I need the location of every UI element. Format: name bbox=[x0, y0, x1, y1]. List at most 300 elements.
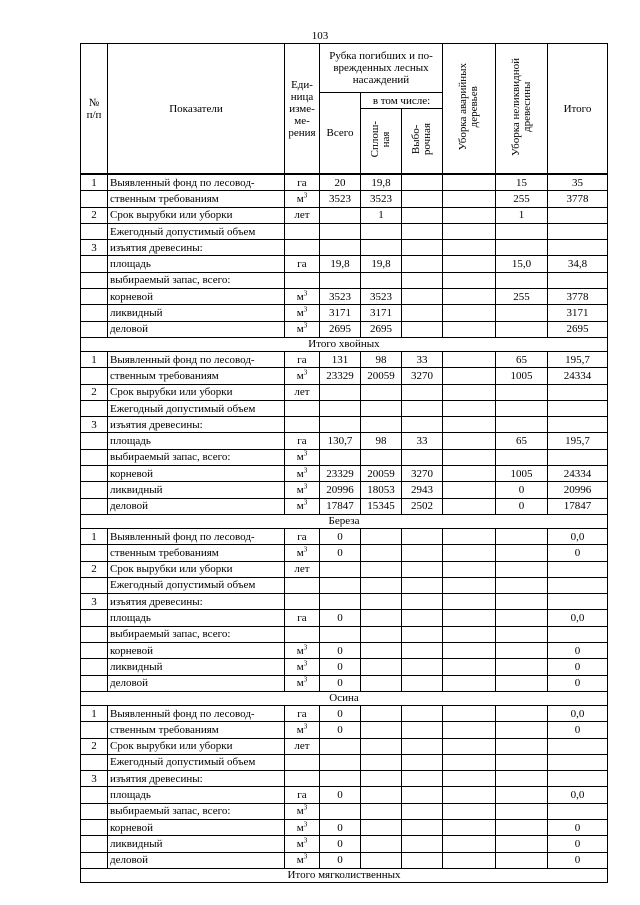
cell-solid: 1 bbox=[361, 207, 402, 223]
row-label: Ежегодный допустимый объем bbox=[108, 577, 285, 593]
row-number bbox=[81, 787, 108, 803]
row-unit bbox=[285, 528, 320, 544]
unit-text: м bbox=[296, 837, 304, 850]
row-number bbox=[81, 610, 108, 626]
row-unit bbox=[285, 256, 320, 272]
table-row bbox=[81, 400, 608, 416]
cell-total: 131 bbox=[320, 351, 361, 367]
row-unit bbox=[285, 289, 320, 305]
cell-illiquid bbox=[496, 643, 548, 659]
col-unit-header: Еди- ница изме- ме- рения bbox=[285, 44, 320, 174]
cell-itogo: 3171 bbox=[548, 305, 608, 321]
unit-superscript: 3 bbox=[303, 305, 308, 314]
cell-selective bbox=[402, 803, 443, 819]
row-number: 2 bbox=[81, 384, 108, 400]
unit-text: м bbox=[296, 483, 304, 496]
row-label: ственным требованиям bbox=[108, 191, 285, 207]
cell-solid bbox=[361, 545, 402, 561]
cell-total: 20996 bbox=[320, 482, 361, 498]
cell-selective bbox=[402, 771, 443, 787]
cell-emergency bbox=[443, 852, 496, 868]
unit-superscript: 3 bbox=[303, 852, 308, 861]
row-label: ственным требованиям bbox=[108, 368, 285, 384]
row-unit bbox=[285, 545, 320, 561]
cell-solid: 2695 bbox=[361, 321, 402, 337]
cell-itogo: 3778 bbox=[548, 191, 608, 207]
table-row bbox=[81, 852, 608, 868]
cell-emergency bbox=[443, 545, 496, 561]
cell-selective bbox=[402, 577, 443, 593]
cell-illiquid bbox=[496, 577, 548, 593]
unit-text: м bbox=[296, 307, 304, 320]
cell-solid: 3171 bbox=[361, 305, 402, 321]
cell-solid: 20059 bbox=[361, 466, 402, 482]
cell-total bbox=[320, 384, 361, 400]
unit-text: м bbox=[296, 644, 304, 657]
row-label: Срок вырубки или уборки bbox=[108, 207, 285, 223]
cell-solid bbox=[361, 836, 402, 852]
cell-solid bbox=[361, 561, 402, 577]
cell-total: 0 bbox=[320, 643, 361, 659]
cell-total bbox=[320, 738, 361, 754]
cell-selective bbox=[402, 289, 443, 305]
table-row bbox=[81, 836, 608, 852]
cell-selective bbox=[402, 256, 443, 272]
cell-total: 2695 bbox=[320, 321, 361, 337]
cell-total: 20 bbox=[320, 175, 361, 191]
cell-itogo: 0 bbox=[548, 852, 608, 868]
row-label: корневой bbox=[108, 643, 285, 659]
section-title: Осина bbox=[81, 691, 608, 705]
row-number bbox=[81, 754, 108, 770]
row-label: деловой bbox=[108, 852, 285, 868]
cell-selective: 33 bbox=[402, 351, 443, 367]
table-row bbox=[81, 528, 608, 544]
cell-total bbox=[320, 207, 361, 223]
cell-selective bbox=[402, 675, 443, 691]
row-unit bbox=[285, 771, 320, 787]
cell-solid: 3523 bbox=[361, 191, 402, 207]
unit-superscript: 3 bbox=[303, 675, 308, 684]
row-unit bbox=[285, 482, 320, 498]
cell-itogo bbox=[548, 449, 608, 465]
cell-itogo bbox=[548, 803, 608, 819]
row-label: ликвидный bbox=[108, 836, 285, 852]
cell-itogo bbox=[548, 272, 608, 288]
cell-illiquid bbox=[496, 272, 548, 288]
cell-solid: 98 bbox=[361, 433, 402, 449]
cell-itogo: 0 bbox=[548, 836, 608, 852]
unit-superscript: 3 bbox=[303, 466, 308, 475]
unit-text: га bbox=[297, 530, 307, 543]
cell-itogo: 0 bbox=[548, 643, 608, 659]
cell-illiquid bbox=[496, 240, 548, 256]
unit-text: м bbox=[296, 546, 304, 559]
row-number bbox=[81, 272, 108, 288]
cell-emergency bbox=[443, 498, 496, 514]
cell-itogo: 2695 bbox=[548, 321, 608, 337]
cell-total bbox=[320, 577, 361, 593]
cell-illiquid: 15 bbox=[496, 175, 548, 191]
unit-text: м bbox=[296, 451, 304, 464]
col-itogo-header: Итого bbox=[548, 44, 608, 174]
cell-illiquid bbox=[496, 305, 548, 321]
row-label: корневой bbox=[108, 819, 285, 835]
row-number bbox=[81, 368, 108, 384]
row-number bbox=[81, 256, 108, 272]
cell-emergency bbox=[443, 207, 496, 223]
unit-superscript: 3 bbox=[303, 836, 308, 845]
unit-text: лет bbox=[294, 740, 310, 753]
row-number bbox=[81, 449, 108, 465]
table-row bbox=[81, 771, 608, 787]
cell-emergency bbox=[443, 528, 496, 544]
cell-emergency bbox=[443, 321, 496, 337]
row-number: 2 bbox=[81, 207, 108, 223]
cell-illiquid bbox=[496, 659, 548, 675]
unit-text: лет bbox=[294, 563, 310, 576]
cell-itogo bbox=[548, 577, 608, 593]
cell-total bbox=[320, 223, 361, 239]
cell-illiquid: 0 bbox=[496, 482, 548, 498]
cell-illiquid: 1005 bbox=[496, 368, 548, 384]
table-row bbox=[81, 545, 608, 561]
cell-solid bbox=[361, 400, 402, 416]
row-number: 3 bbox=[81, 594, 108, 610]
cell-selective: 2943 bbox=[402, 482, 443, 498]
cell-solid bbox=[361, 787, 402, 803]
cell-illiquid bbox=[496, 675, 548, 691]
row-unit bbox=[285, 321, 320, 337]
group-header: Рубка погибших и по- врежденных лесных насаждений bbox=[320, 44, 443, 93]
cell-total: 0 bbox=[320, 610, 361, 626]
cell-selective bbox=[402, 610, 443, 626]
page-number: 103 bbox=[311, 30, 329, 42]
unit-text: м bbox=[296, 723, 304, 736]
cell-emergency bbox=[443, 384, 496, 400]
unit-text: га bbox=[297, 789, 307, 802]
cell-itogo: 0 bbox=[548, 659, 608, 675]
unit-text: га bbox=[297, 707, 307, 720]
cell-emergency bbox=[443, 659, 496, 675]
including-header: в том числе: bbox=[361, 93, 443, 109]
cell-total bbox=[320, 594, 361, 610]
footer-title: Итого мягколиственных bbox=[81, 868, 608, 882]
col-illiquid-label: Уборка неликвидной древесины bbox=[509, 58, 533, 156]
cell-solid bbox=[361, 610, 402, 626]
row-number: 3 bbox=[81, 771, 108, 787]
cell-illiquid bbox=[496, 610, 548, 626]
row-unit bbox=[285, 384, 320, 400]
row-unit bbox=[285, 417, 320, 433]
row-label: ликвидный bbox=[108, 482, 285, 498]
cell-emergency bbox=[443, 626, 496, 642]
section-title: Береза bbox=[81, 514, 608, 528]
row-label: изъятия древесины: bbox=[108, 240, 285, 256]
col-selective-header bbox=[402, 109, 443, 174]
unit-superscript: 3 bbox=[303, 321, 308, 330]
cell-selective bbox=[402, 528, 443, 544]
cell-solid bbox=[361, 675, 402, 691]
cell-itogo: 17847 bbox=[548, 498, 608, 514]
row-unit bbox=[285, 433, 320, 449]
cell-total: 23329 bbox=[320, 466, 361, 482]
cell-total: 0 bbox=[320, 819, 361, 835]
row-unit bbox=[285, 191, 320, 207]
cell-solid bbox=[361, 722, 402, 738]
row-label: Выявленный фонд по лесовод- bbox=[108, 351, 285, 367]
unit-superscript: 3 bbox=[303, 722, 308, 731]
table-row bbox=[81, 722, 608, 738]
unit-superscript: 3 bbox=[303, 368, 308, 377]
table-row bbox=[81, 305, 608, 321]
row-label: ственным требованиям bbox=[108, 545, 285, 561]
cell-total: 3171 bbox=[320, 305, 361, 321]
cell-itogo: 0,0 bbox=[548, 528, 608, 544]
unit-text: лет bbox=[294, 386, 310, 399]
table-body bbox=[81, 175, 608, 883]
cell-selective bbox=[402, 191, 443, 207]
table-row bbox=[81, 175, 608, 191]
row-number: 3 bbox=[81, 417, 108, 433]
cell-emergency bbox=[443, 482, 496, 498]
table-row bbox=[81, 675, 608, 691]
row-number bbox=[81, 545, 108, 561]
cell-selective bbox=[402, 417, 443, 433]
unit-text: м bbox=[296, 467, 304, 480]
cell-itogo bbox=[548, 400, 608, 416]
cell-emergency bbox=[443, 449, 496, 465]
cell-total: 0 bbox=[320, 787, 361, 803]
cell-selective bbox=[402, 449, 443, 465]
table-row bbox=[81, 289, 608, 305]
cell-illiquid bbox=[496, 384, 548, 400]
unit-superscript: 3 bbox=[303, 643, 308, 651]
cell-selective bbox=[402, 819, 443, 835]
row-unit bbox=[285, 175, 320, 191]
row-number bbox=[81, 803, 108, 819]
cell-itogo bbox=[548, 738, 608, 754]
row-label: Выявленный фонд по лесовод- bbox=[108, 175, 285, 191]
row-number bbox=[81, 482, 108, 498]
table-row bbox=[81, 368, 608, 384]
table-row bbox=[81, 321, 608, 337]
unit-text: м bbox=[296, 677, 304, 690]
col-illiquid-header bbox=[496, 44, 548, 174]
cell-illiquid bbox=[496, 836, 548, 852]
cell-itogo bbox=[548, 771, 608, 787]
row-unit bbox=[285, 852, 320, 868]
unit-text: га bbox=[297, 176, 307, 189]
cell-solid: 18053 bbox=[361, 482, 402, 498]
unit-text: м bbox=[296, 323, 304, 336]
cell-solid bbox=[361, 659, 402, 675]
col-solid-header bbox=[361, 109, 402, 174]
cell-solid bbox=[361, 626, 402, 642]
unit-text: м bbox=[296, 805, 304, 818]
row-number bbox=[81, 675, 108, 691]
cell-selective bbox=[402, 272, 443, 288]
col-indicators-header: Показатели bbox=[108, 44, 285, 174]
row-label: площадь bbox=[108, 787, 285, 803]
table-header bbox=[81, 44, 608, 175]
cell-solid bbox=[361, 643, 402, 659]
row-unit bbox=[285, 223, 320, 239]
row-number bbox=[81, 223, 108, 239]
row-unit bbox=[285, 643, 320, 659]
cell-selective: 3270 bbox=[402, 466, 443, 482]
cell-illiquid: 255 bbox=[496, 289, 548, 305]
row-label: деловой bbox=[108, 498, 285, 514]
table-row bbox=[81, 449, 608, 465]
row-number bbox=[81, 498, 108, 514]
cell-solid bbox=[361, 705, 402, 721]
row-label: изъятия древесины: bbox=[108, 771, 285, 787]
unit-text: м bbox=[296, 854, 304, 867]
cell-illiquid bbox=[496, 528, 548, 544]
cell-total bbox=[320, 417, 361, 433]
cell-solid bbox=[361, 738, 402, 754]
cell-emergency bbox=[443, 577, 496, 593]
cell-illiquid bbox=[496, 754, 548, 770]
cell-itogo bbox=[548, 207, 608, 223]
row-label: выбираемый запас, всего: bbox=[108, 449, 285, 465]
row-label: выбираемый запас, всего: bbox=[108, 272, 285, 288]
cell-itogo bbox=[548, 594, 608, 610]
row-label: площадь bbox=[108, 433, 285, 449]
cell-solid bbox=[361, 384, 402, 400]
row-label: выбираемый запас, всего: bbox=[108, 626, 285, 642]
footer-title-row bbox=[81, 868, 608, 882]
cell-emergency bbox=[443, 787, 496, 803]
cell-selective bbox=[402, 321, 443, 337]
row-label: корневой bbox=[108, 289, 285, 305]
unit-text: м bbox=[296, 660, 304, 673]
section-title-row bbox=[81, 691, 608, 705]
row-number bbox=[81, 722, 108, 738]
cell-selective bbox=[402, 384, 443, 400]
cell-itogo: 0 bbox=[548, 545, 608, 561]
row-number bbox=[81, 836, 108, 852]
cell-emergency bbox=[443, 191, 496, 207]
cell-illiquid bbox=[496, 594, 548, 610]
cell-emergency bbox=[443, 705, 496, 721]
cell-solid bbox=[361, 819, 402, 835]
cell-selective bbox=[402, 223, 443, 239]
row-number bbox=[81, 659, 108, 675]
row-label: Ежегодный допустимый объем bbox=[108, 754, 285, 770]
row-label: Выявленный фонд по лесовод- bbox=[108, 528, 285, 544]
cell-selective bbox=[402, 643, 443, 659]
row-unit bbox=[285, 272, 320, 288]
cell-emergency bbox=[443, 771, 496, 787]
row-unit bbox=[285, 305, 320, 321]
cell-emergency bbox=[443, 722, 496, 738]
row-unit bbox=[285, 626, 320, 642]
row-number bbox=[81, 577, 108, 593]
cell-illiquid bbox=[496, 223, 548, 239]
row-label: выбираемый запас, всего: bbox=[108, 803, 285, 819]
unit-text: м bbox=[296, 821, 304, 834]
row-number: 1 bbox=[81, 705, 108, 721]
table-row bbox=[81, 482, 608, 498]
cell-total bbox=[320, 626, 361, 642]
cell-illiquid bbox=[496, 321, 548, 337]
col-solid-label: Сплош- ная bbox=[369, 121, 392, 158]
cell-total bbox=[320, 272, 361, 288]
cell-solid: 98 bbox=[361, 351, 402, 367]
cell-selective bbox=[402, 561, 443, 577]
unit-superscript: 3 bbox=[303, 545, 308, 554]
cell-illiquid: 255 bbox=[496, 191, 548, 207]
row-unit bbox=[285, 722, 320, 738]
row-unit bbox=[285, 659, 320, 675]
unit-text: м bbox=[296, 500, 304, 513]
cell-emergency bbox=[443, 351, 496, 367]
cell-solid: 19,8 bbox=[361, 256, 402, 272]
cell-itogo: 35 bbox=[548, 175, 608, 191]
cell-itogo: 0 bbox=[548, 819, 608, 835]
cell-selective bbox=[402, 175, 443, 191]
row-label: Выявленный фонд по лесовод- bbox=[108, 705, 285, 721]
table-row bbox=[81, 384, 608, 400]
col-selective-label: Выбо- рочная bbox=[410, 123, 433, 156]
table-row bbox=[81, 738, 608, 754]
row-unit bbox=[285, 819, 320, 835]
cell-selective bbox=[402, 400, 443, 416]
row-number: 1 bbox=[81, 351, 108, 367]
section-title-row bbox=[81, 337, 608, 351]
row-label: Ежегодный допустимый объем bbox=[108, 400, 285, 416]
table-row bbox=[81, 498, 608, 514]
cell-total: 0 bbox=[320, 722, 361, 738]
cell-total bbox=[320, 754, 361, 770]
cell-illiquid bbox=[496, 722, 548, 738]
unit-text: м bbox=[296, 290, 304, 303]
cell-itogo: 0 bbox=[548, 722, 608, 738]
cell-itogo: 0 bbox=[548, 675, 608, 691]
unit-text: га bbox=[297, 258, 307, 271]
cell-selective: 3270 bbox=[402, 368, 443, 384]
cell-emergency bbox=[443, 643, 496, 659]
cell-emergency bbox=[443, 754, 496, 770]
cell-emergency bbox=[443, 417, 496, 433]
cell-total: 17847 bbox=[320, 498, 361, 514]
unit-text: лет bbox=[294, 209, 310, 222]
cell-selective bbox=[402, 738, 443, 754]
table-row bbox=[81, 787, 608, 803]
cell-itogo bbox=[548, 754, 608, 770]
unit-superscript: 3 bbox=[303, 289, 308, 298]
table-row bbox=[81, 433, 608, 449]
cell-emergency bbox=[443, 561, 496, 577]
cell-illiquid: 1005 bbox=[496, 466, 548, 482]
cell-itogo: 195,7 bbox=[548, 433, 608, 449]
cell-selective bbox=[402, 659, 443, 675]
cell-itogo: 24334 bbox=[548, 368, 608, 384]
cell-solid: 3523 bbox=[361, 289, 402, 305]
cell-illiquid bbox=[496, 417, 548, 433]
unit-superscript: 3 bbox=[303, 819, 308, 828]
cell-itogo bbox=[548, 417, 608, 433]
cell-emergency bbox=[443, 433, 496, 449]
table-row bbox=[81, 626, 608, 642]
cell-emergency bbox=[443, 400, 496, 416]
cell-total bbox=[320, 771, 361, 787]
cell-selective bbox=[402, 545, 443, 561]
table-row bbox=[81, 466, 608, 482]
row-label: площадь bbox=[108, 610, 285, 626]
